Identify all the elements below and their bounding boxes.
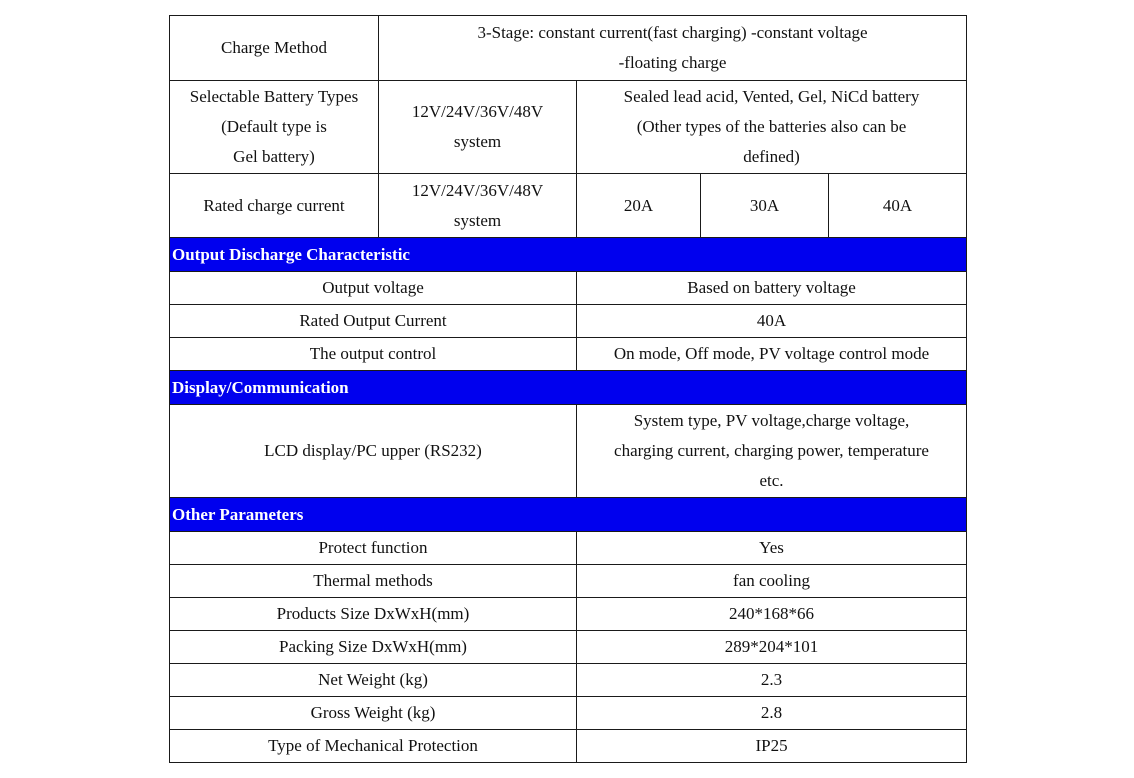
lcd-display-row [170,405,967,498]
section-header-other [170,498,967,532]
table-row [170,730,967,763]
protect-function-label: Protect function [170,532,577,565]
net-weight-value: 2.3 [577,664,967,697]
section-header-display [170,371,967,405]
packing-size-value: 289*204*101 [577,631,967,664]
battery-types-label [170,81,379,174]
mechanical-protection-value: IP25 [577,730,967,763]
battery-types-system-line1: 12V/24V/36V/48V [411,102,544,121]
rated-charge-current-value-20a: 20A [577,174,701,238]
products-size-value: 240*168*66 [577,598,967,631]
rated-charge-current-label: Rated charge current [170,174,379,238]
lcd-display-value-line2: charging current, charging power, temperature [614,441,929,460]
battery-types-value [577,81,967,174]
section-title-display: Display/Communication [170,371,967,405]
gross-weight-value: 2.8 [577,697,967,730]
table-row [170,697,967,730]
net-weight-label: Net Weight (kg) [170,664,577,697]
rated-charge-current-row [170,174,967,238]
rated-output-current-value: 40A [577,305,967,338]
thermal-methods-label: Thermal methods [170,565,577,598]
lcd-display-value [577,405,967,498]
lcd-display-value-line1: System type, PV voltage,charge voltage, [633,411,910,430]
output-control-label: The output control [170,338,577,371]
battery-types-row [170,81,967,174]
output-control-value: On mode, Off mode, PV voltage control mode [577,338,967,371]
products-size-label: Products Size DxWxH(mm) [170,598,577,631]
table-row [170,305,967,338]
charge-method-value-line2: -floating charge [618,53,727,72]
table-row [170,565,967,598]
output-voltage-value: Based on battery voltage [577,272,967,305]
protect-function-value: Yes [577,532,967,565]
battery-types-label-line1: Selectable Battery Types [189,87,359,106]
charge-method-value [379,16,967,81]
section-title-other: Other Parameters [170,498,967,532]
charge-method-label: Charge Method [170,16,379,81]
battery-types-value-line3: defined) [743,147,800,166]
rated-charge-current-system-line2: system [453,210,502,230]
output-voltage-label: Output voltage [170,272,577,305]
rated-charge-current-system [379,174,577,238]
rated-charge-current-value-30a: 30A [701,174,829,238]
spec-table [169,15,967,763]
battery-types-value-line2: (Other types of the batteries also can be [636,117,907,136]
mechanical-protection-label: Type of Mechanical Protection [170,730,577,763]
table-row [170,272,967,305]
battery-types-label-line3: Gel battery) [233,147,315,166]
rated-charge-current-system-line1: 12V/24V/36V/48V [411,180,544,200]
charge-method-row [170,16,967,81]
gross-weight-label: Gross Weight (kg) [170,697,577,730]
lcd-display-value-line3: etc. [759,471,784,490]
packing-size-label: Packing Size DxWxH(mm) [170,631,577,664]
table-row [170,631,967,664]
table-row [170,532,967,565]
section-header-output [170,238,967,272]
rated-output-current-label: Rated Output Current [170,305,577,338]
thermal-methods-value: fan cooling [577,565,967,598]
table-row [170,664,967,697]
battery-types-value-line1: Sealed lead acid, Vented, Gel, NiCd battery [623,87,920,106]
rated-charge-current-value-40a: 40A [829,174,967,238]
battery-types-system-line2: system [453,132,502,151]
table-row [170,598,967,631]
battery-types-label-line2: (Default type is [221,117,327,136]
table-row [170,338,967,371]
lcd-display-label: LCD display/PC upper (RS232) [170,405,577,498]
battery-types-system [379,81,577,174]
section-title-output: Output Discharge Characteristic [170,238,967,272]
charge-method-value-line1: 3-Stage: constant current(fast charging) -constant voltage [477,23,868,42]
